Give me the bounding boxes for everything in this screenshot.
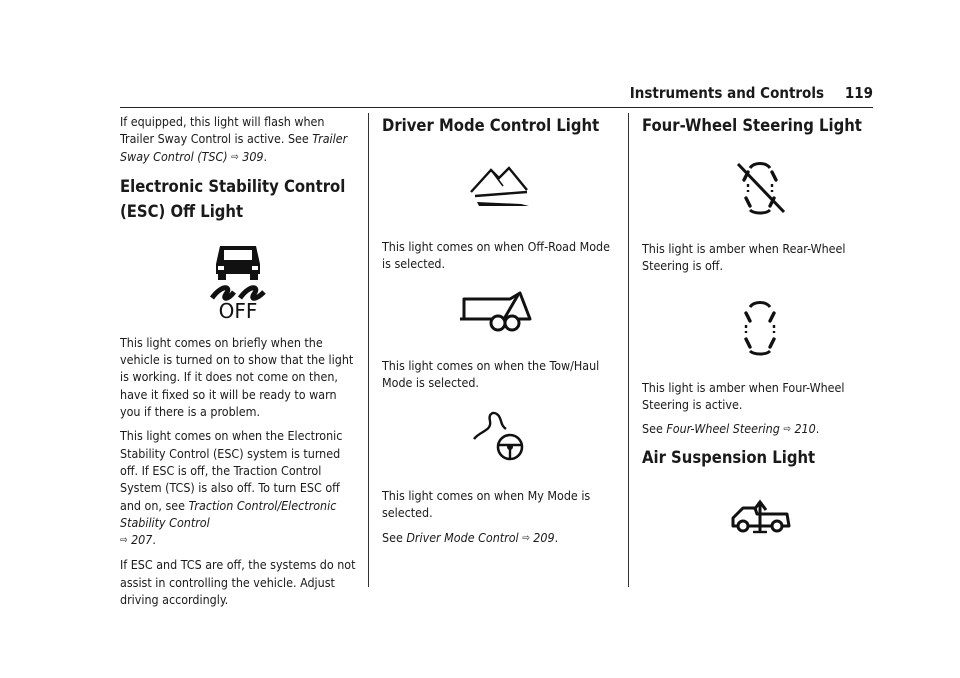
running-header: [0, 84, 960, 108]
page-arrow-icon: ⇨: [522, 532, 530, 544]
see-reference: See Four-Wheel Steering ⇨ 210.: [642, 421, 820, 437]
four-wheel-steering-link[interactable]: Four-Wheel Steering: [666, 421, 780, 437]
trailer-sway-link[interactable]: Trailer Sway Control (TSC): [120, 131, 348, 164]
page-arrow-icon: ⇨: [120, 535, 128, 547]
paragraph: This light is amber when Four-Wheel Steering is active.: [642, 379, 845, 412]
paragraph: This light comes on when the Tow/Haul Mode is selected.: [382, 357, 600, 390]
air-suspension-icon: [642, 496, 878, 536]
paragraph: If ESC and TCS are off, the systems do not assist in controlling the vehicle. Adjust driving accordingly.: [120, 557, 356, 608]
header-rule: [120, 107, 873, 108]
page-number: 119: [844, 84, 873, 102]
paragraph: This light comes on when Off-Road Mode is selected.: [382, 239, 610, 272]
four-wheel-steering-active-icon: [642, 299, 878, 359]
page-ref[interactable]: 209: [533, 529, 555, 545]
page-ref[interactable]: 309: [242, 148, 264, 164]
driver-mode-control-link[interactable]: Driver Mode Control: [406, 529, 519, 545]
esc-off-heading: Electronic Stability Control (ESC) Off Light: [120, 176, 346, 221]
off-road-mode-icon: [382, 162, 618, 212]
rear-wheel-steering-off-icon: [642, 158, 878, 218]
column-divider: [628, 113, 629, 587]
tow-haul-mode-icon: [382, 289, 618, 335]
section-title: Instruments and Controls: [629, 84, 824, 102]
column-1: [120, 113, 356, 615]
paragraph: This light is amber when Rear-Wheel Steering is off.: [642, 241, 846, 274]
paragraph: This light comes on briefly when the vehicle is turned on to show that the light is working. If it does not come on then, have it fixed so it will be ready to warn you if there is a problem.: [120, 334, 354, 420]
esc-off-label: OFF: [218, 298, 258, 320]
air-suspension-heading: Air Suspension Light: [642, 448, 816, 468]
driver-mode-heading: Driver Mode Control Light: [382, 116, 600, 135]
column-divider: [368, 113, 369, 587]
esc-paragraph: This light comes on when the Electronic Stability Control (ESC) system is turned off. If ESC is off, the Traction Control System (TCS) is also off. To turn ESC off and on, see Traction Control/Electronic Stability Control ⇨ 207.: [120, 428, 343, 548]
page-arrow-icon: ⇨: [783, 424, 791, 436]
esc-off-icon: [120, 240, 356, 320]
page-ref[interactable]: 207: [131, 532, 153, 548]
paragraph: This light comes on when My Mode is selected.: [382, 488, 591, 521]
paragraph-text: If equipped, this light will flash when Trailer Sway Control is active. See: [120, 114, 325, 147]
four-wheel-steering-heading: Four-Wheel Steering Light: [642, 116, 862, 135]
column-2: [382, 113, 618, 554]
page-ref[interactable]: 210: [794, 421, 816, 437]
my-mode-icon: [382, 409, 618, 465]
trailer-sway-paragraph: If equipped, this light will flash when Trailer Sway Control is active. See Trailer Sway Control (TSC) ⇨ 309.: [120, 114, 348, 164]
paragraph-text: This light comes on when the Electronic Stability Control (ESC) system is turned off. If ESC is off, the Traction Control System (TCS) is also off. To turn ESC off and on, see: [120, 428, 343, 513]
page-arrow-icon: ⇨: [231, 151, 239, 163]
traction-control-link[interactable]: Traction Control/Electronic Stability Control: [120, 497, 337, 530]
see-reference: See Driver Mode Control ⇨ 209.: [382, 529, 559, 545]
column-3: [642, 113, 878, 536]
